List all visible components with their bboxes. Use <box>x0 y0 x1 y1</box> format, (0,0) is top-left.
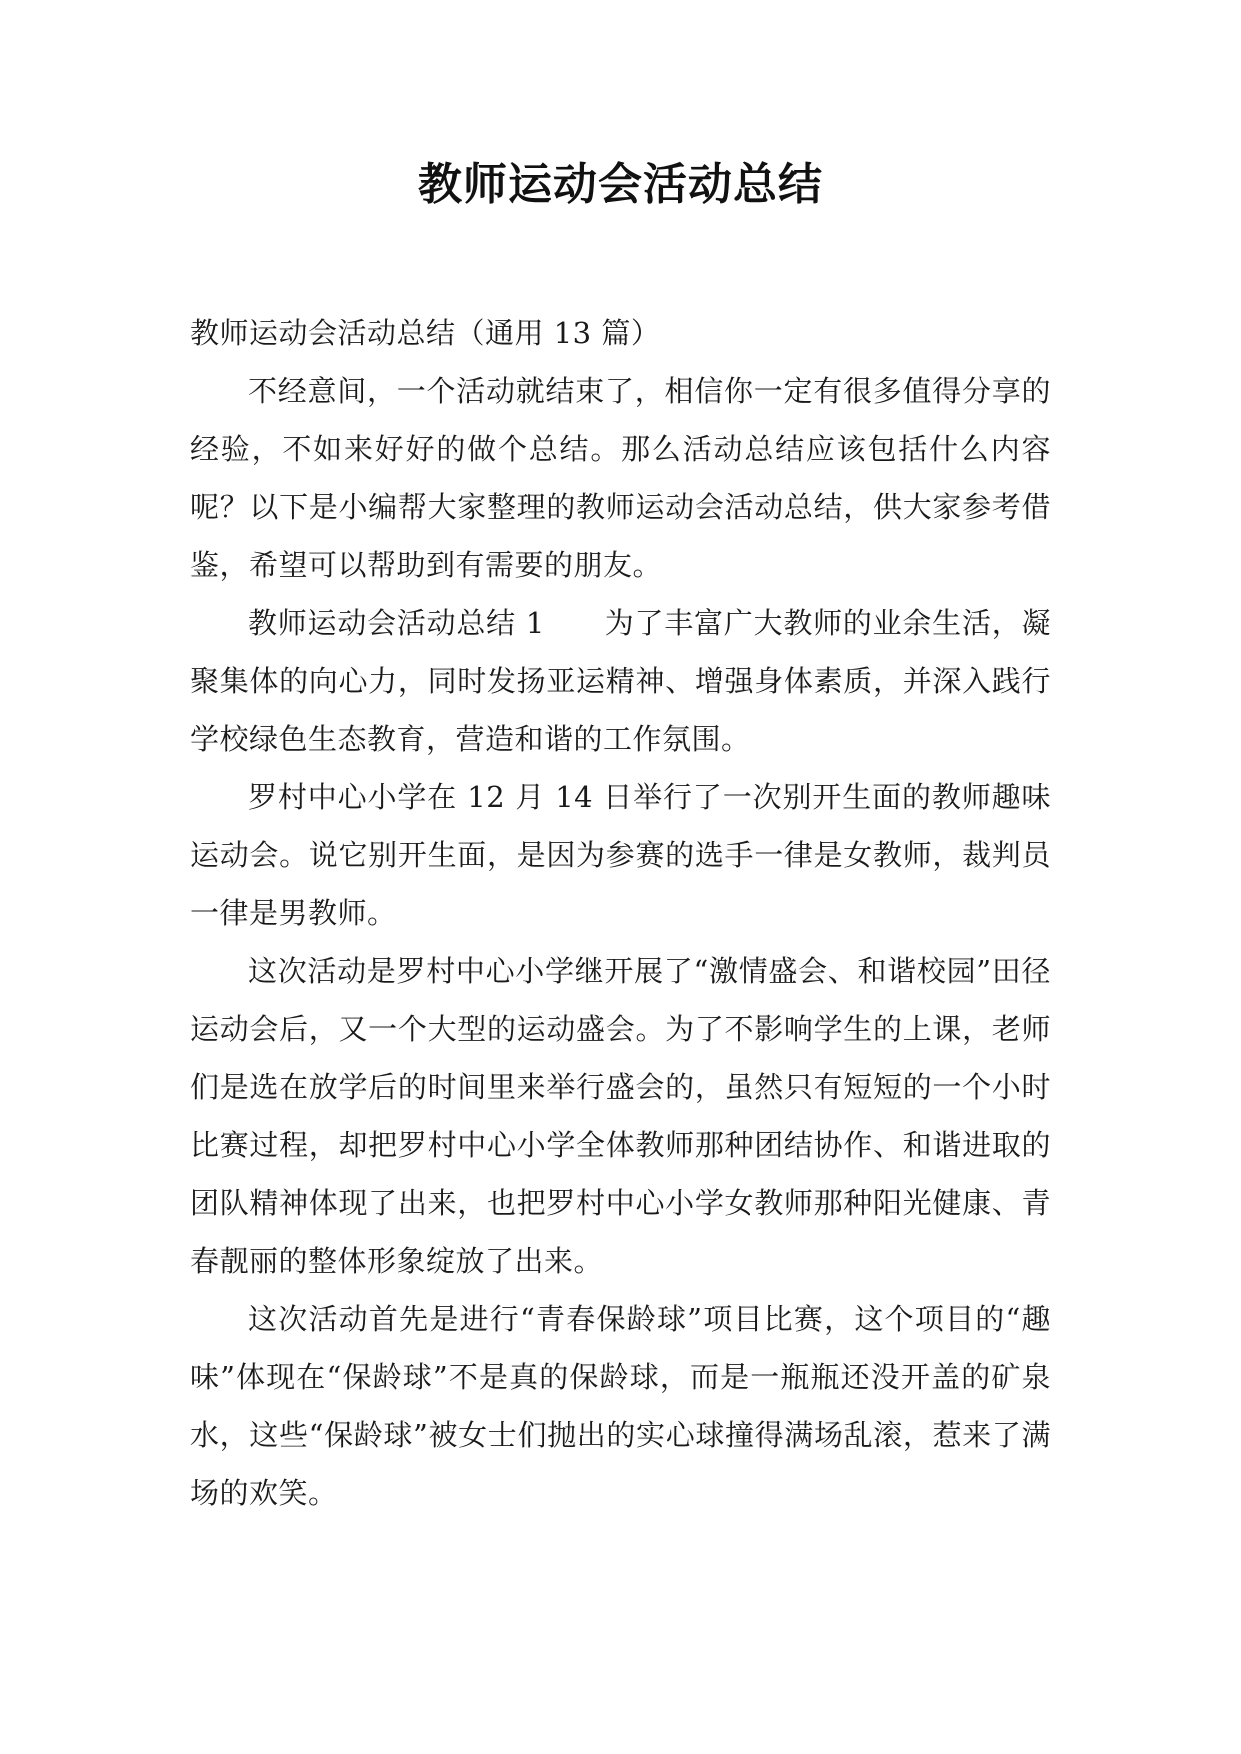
document-body <box>190 304 1051 1522</box>
document-subtitle: 教师运动会活动总结（通用 13 篇） <box>190 316 661 350</box>
paragraph: 这次活动首先是进行“青春保龄球”项目比赛，这个项目的“趣味”体现在“保龄球”不是真的保龄球，而是一瓶瓶还没开盖的矿泉水，这些“保龄球”被女士们抛出的实心球撞得满场乱滚，惹来了满场的欢笑。 <box>190 1302 1051 1510</box>
paragraph-intro: 不经意间，一个活动就结束了，相信你一定有很多值得分享的经验，不如来好好的做个总结。那么活动总结应该包括什么内容呢？以下是小编帮大家整理的教师运动会活动总结，供大家参考借鉴，希望可以帮助到有需要的朋友。 <box>190 374 1051 582</box>
paragraph: 罗村中心小学在 12 月 14 日举行了一次别开生面的教师趣味运动会。说它别开生面，是因为参赛的选手一律是女教师，裁判员一律是男教师。 <box>190 780 1051 930</box>
document-title: 教师运动会活动总结 <box>418 159 823 210</box>
paragraph: 这次活动是罗村中心小学继开展了“激情盛会、和谐校园”田径运动会后，又一个大型的运动盛会。为了不影响学生的上课，老师们是选在放学后的时间里来举行盛会的，虽然只有短短的一个小时比赛过程，却把罗村中心小学全体教师那种团结协作、和谐进取的团队精神体现了出来，也把罗村中心小学女教师那种阳光健康、青春靓丽的整体形象绽放了出来。 <box>190 954 1051 1278</box>
paragraph-section-1: 教师运动会活动总结 1 为了丰富广大教师的业余生活，凝聚集体的向心力，同时发扬亚运精神、增强身体素质，并深入践行学校绿色生态教育，营造和谐的工作氛围。 <box>190 606 1051 756</box>
